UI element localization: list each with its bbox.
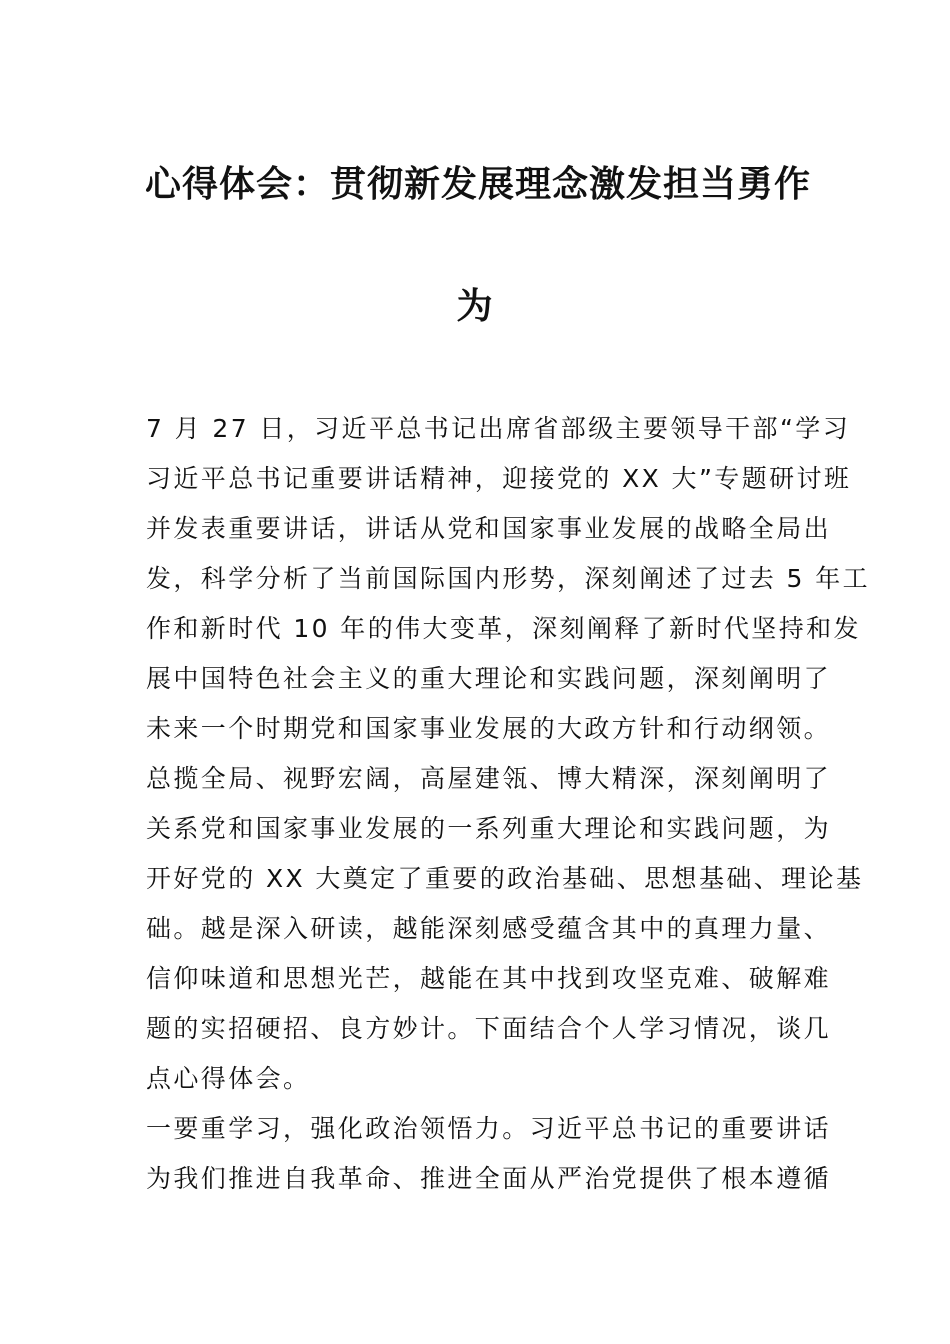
body-line: 础。越是深入研读，越能深刻感受蕴含其中的真理力量、: [146, 914, 832, 943]
body-line: 点心得体会。: [146, 1064, 311, 1093]
body-line: 未来一个时期党和国家事业发展的大政方针和行动纲领。: [146, 714, 832, 743]
body-line: 习近平总书记重要讲话精神，迎接党的 XX 大”专题研讨班: [146, 464, 852, 493]
body-line: 一要重学习，强化政治领悟力。习近平总书记的重要讲话: [146, 1114, 832, 1143]
body-line: 信仰味道和思想光芒，越能在其中找到攻坚克难、破解难: [146, 964, 832, 993]
body-line: 关系党和国家事业发展的一系列重大理论和实践问题，为: [146, 814, 832, 843]
body-line: 并发表重要讲话，讲话从党和国家事业发展的战略全局出: [146, 514, 832, 543]
body-line: 题的实招硬招、良方妙计。下面结合个人学习情况，谈几: [146, 1014, 832, 1043]
document-body: [146, 404, 871, 1204]
body-line: 发，科学分析了当前国际国内形势，深刻阐述了过去 5 年工: [146, 564, 871, 593]
body-line: 总揽全局、视野宏阔，高屋建瓴、博大精深，深刻阐明了: [146, 764, 832, 793]
body-line: 为我们推进自我革命、推进全面从严治党提供了根本遵循: [146, 1164, 832, 1193]
body-line: 作和新时代 10 年的伟大变革，深刻阐释了新时代坚持和发: [146, 614, 861, 643]
document-title-line-2: 为: [456, 285, 494, 327]
body-line: 7 月 27 日，习近平总书记出席省部级主要领导干部“学习: [146, 414, 851, 443]
document-title-line-1: 心得体会：贯彻新发展理念激发担当勇作: [145, 163, 812, 205]
body-line: 开好党的 XX 大奠定了重要的政治基础、思想基础、理论基: [146, 864, 864, 893]
body-line: 展中国特色社会主义的重大理论和实践问题，深刻阐明了: [146, 664, 832, 693]
